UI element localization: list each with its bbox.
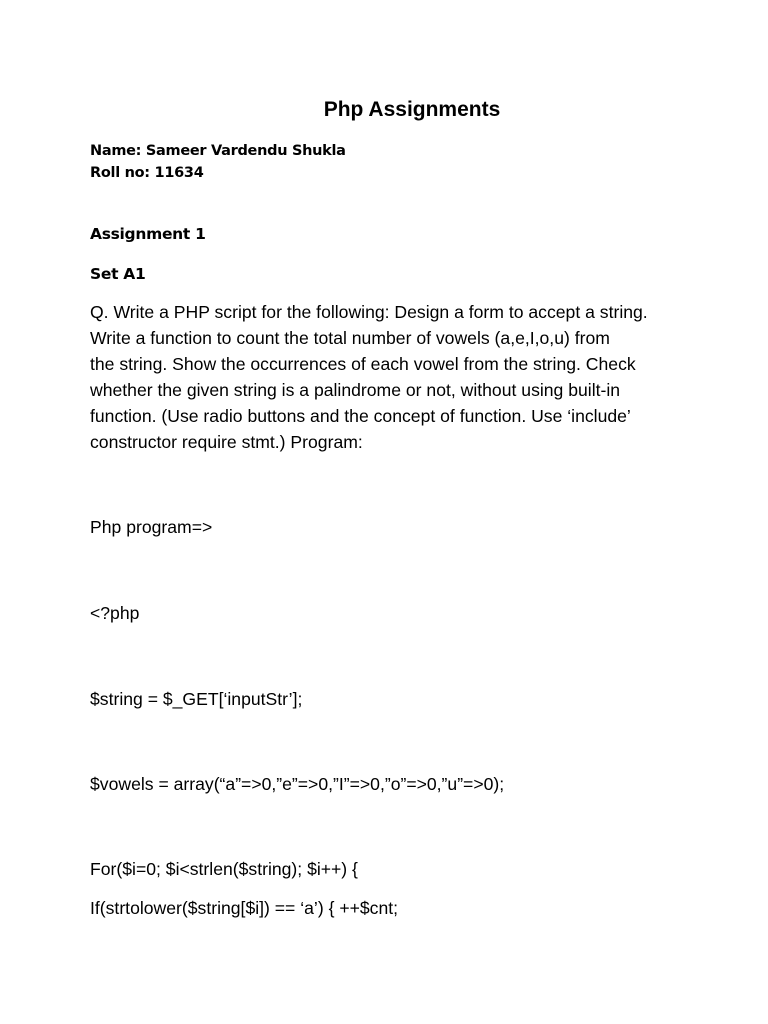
student-roll-number: Roll no: 11634 <box>90 165 204 181</box>
code-line: If(strtolower($string[$i]) == ‘a’) { ++$cnt; <box>90 898 399 918</box>
question-paragraph <box>90 299 690 455</box>
code-line: $vowels = array(“a”=>0,”e”=>0,”I”=>0,”o”=>0,”u”=>0); <box>90 774 505 794</box>
code-line: <?php <box>90 603 140 623</box>
question-line: the string. Show the occurrences of each vowel from the string. Check <box>90 354 636 374</box>
question-line: function. (Use radio buttons and the concept of function. Use ‘include’ <box>90 406 631 426</box>
student-info <box>90 140 346 184</box>
code-line: For($i=0; $i<strlen($string); $i++) { <box>90 859 358 879</box>
code-line: $string = $_GET[‘inputStr’]; <box>90 689 303 709</box>
question-line: constructor require stmt.) Program: <box>90 432 363 452</box>
question-line: Q. Write a PHP script for the following: Design a form to accept a string. <box>90 302 648 322</box>
assignment-heading: Assignment 1 <box>90 225 206 243</box>
code-intro-line: Php program=> <box>90 517 213 537</box>
document-title: Php Assignments <box>323 98 501 121</box>
question-line: whether the given string is a palindrome or not, without using built-in <box>90 380 621 400</box>
set-heading: Set A1 <box>90 265 146 283</box>
student-name: Name: Sameer Vardendu Shukla <box>90 143 346 159</box>
question-line: Write a function to count the total number of vowels (a,e,I,o,u) from <box>90 328 610 348</box>
